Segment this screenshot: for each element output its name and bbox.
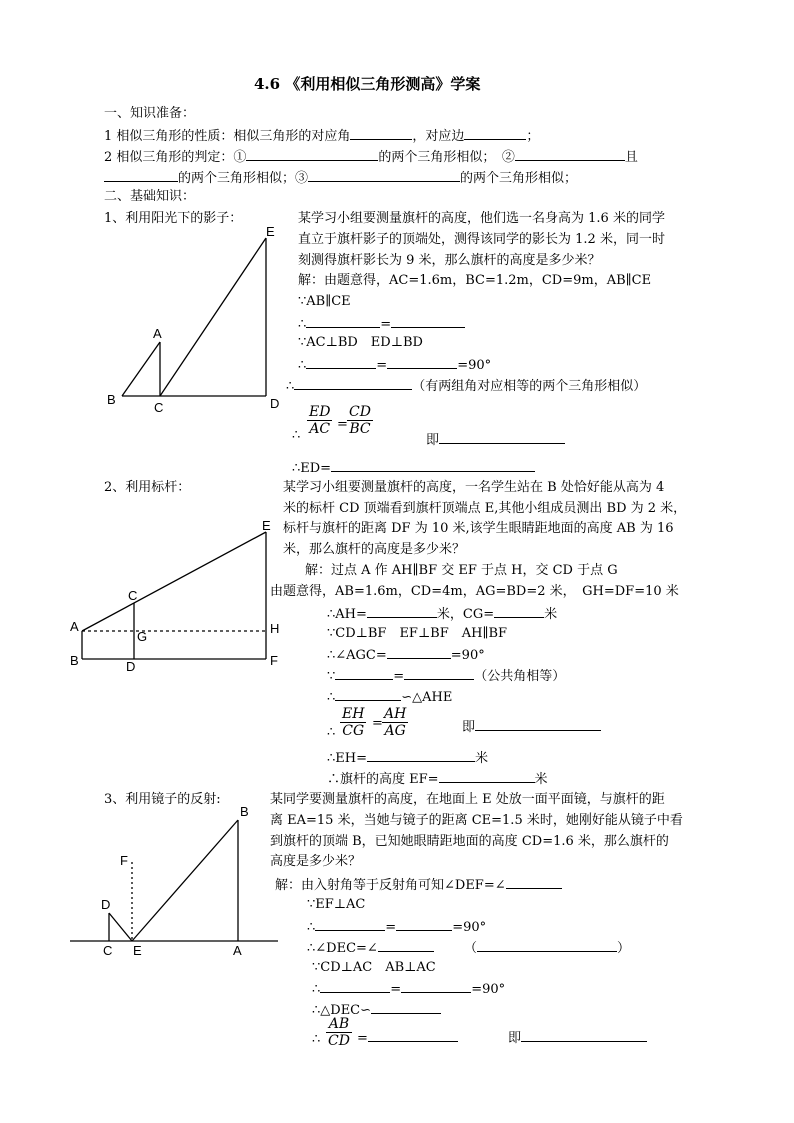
label-e: E [266,224,275,239]
text: = [376,358,388,373]
text: ∽△AHE [401,690,453,705]
p2-solution-1: 解：过点 A 作 AH∥BF 交 EF 于点 H，交 CD 于点 G [305,563,618,578]
section-1-heading: 一、知识准备： [104,106,196,121]
problem-2-text-1: 某学习小组要测量旗杆的高度，一名学生站在 B 处恰好能从高为 4 [283,480,665,495]
denominator: BC [349,421,371,437]
p2-solution-2: 由题意得，AB=1.6m，CD=4m，AG=BD=2 米， GH=DF=10 米 [270,584,679,599]
text: = [390,982,402,997]
label-b: B [240,804,249,819]
label-d: D [126,659,136,674]
label-b: B [107,392,116,407]
problem-3-text-2: 离 EA=15 米，当她与镜子的距离 CE=1.5 米时，她刚好能从镜子中看 [270,813,683,828]
text: ∵ [327,669,336,684]
text: 解：由入射角等于反射角可知∠DEF=∠ [275,878,506,893]
problem-3-text-1: 某同学要测量旗杆的高度，在地面上 E 处放一面平面镜，与旗杆的距 [270,792,665,807]
problem-3-text-3: 到旗杆的顶端 B，已知她眼睛距地面的高度 CD=1.6 米，那么旗杆的 [270,834,669,849]
text: 的两个三角形相似； ② [378,150,515,165]
text: 的两个三角形相似；③ [178,171,309,186]
text: =90° [450,648,485,663]
line-ce [160,238,266,396]
text: ∴ [312,982,321,997]
text: ，对应边 [412,129,465,144]
text: 1 相似三角形的性质：相似三角形的对应角 [104,129,351,144]
text: 米 [544,607,558,622]
p3-solution-2: ∵EF⊥AC [307,897,366,912]
text: 即 [462,720,476,735]
text: 米，CG= [436,607,495,622]
label-c: C [128,588,138,603]
label-e: E [262,518,271,533]
line-eb [132,820,238,941]
line-ba [122,342,160,396]
denominator: CG [342,723,365,739]
text: = [385,920,397,935]
figure-1-shadow [122,238,266,396]
text: ∴∠DEC=∠ [307,941,378,956]
text: =90° [471,982,506,997]
page-title: 4.6 《利用相似三角形测高》学案 [254,75,481,93]
text: = [393,669,405,684]
text: （ [464,941,478,956]
text: ； [526,129,540,144]
numerator: CD [349,404,371,420]
equals: = [372,716,383,731]
denominator: CD [328,1033,350,1049]
figure-3-mirror [70,820,278,941]
text: 的两个三角形相似； [460,171,578,186]
text: 即 [426,433,440,448]
text: =90° [452,920,487,935]
text: = [380,317,392,332]
text: =90° [457,358,492,373]
problem-1-text-3: 刻测得旗杆影长为 9 米，那么旗杆的高度是多少米？ [298,253,601,268]
label-a: A [233,943,242,958]
text: ∴EH= [327,751,367,766]
problem-2-text-3: 标杆与旗杆的距离 DF 为 10 米,该学生眼睛距地面的高度 AB 为 16 [283,521,674,536]
p1-therefore: ∴ [292,428,301,443]
p3-therefore: ∴ [312,1032,321,1047]
line-ae [82,532,266,631]
problem-2-text-4: 米，那么旗杆的高度是多少米？ [283,542,466,557]
label-d: D [270,396,280,411]
text: ） [617,941,631,956]
problem-3-heading: 3、利用镜子的反射: [104,792,221,807]
numerator: EH [342,706,365,722]
text: ∴ [286,379,295,394]
text: ∴ED= [292,461,332,476]
denominator: AG [384,723,406,739]
label-c: C [154,400,164,415]
text: （有两组角对应相等的两个三角形相似） [412,379,647,394]
problem-2-heading: 2、利用标杆： [104,480,191,495]
section-2-heading: 二、基础知识： [104,189,196,204]
text: 米 [475,751,489,766]
text: 且 [624,150,638,165]
text: 2 相似三角形的判定：① [104,150,247,165]
numerator: AH [384,706,407,722]
label-f: F [120,853,128,868]
label-b: B [70,653,79,668]
label-g: G [137,629,148,644]
label-d: D [101,897,111,912]
label-c: C [103,943,113,958]
problem-1-text-1: 某学习小组要测量旗杆的高度，他们选一名身高为 1.6 米的同学 [298,211,665,226]
problem-1-text-2: 直立于旗杆影子的顶端处，测得该同学的影长为 1.2 米，同一时 [298,232,665,247]
text: 米 [534,772,548,787]
p1-solution-4: ∵AC⊥BD ED⊥BD [298,335,423,350]
label-f: F [270,653,278,668]
numerator: ED [309,404,331,420]
p3-solution-5: ∵CD⊥AC AB⊥AC [312,960,436,975]
label-a: A [153,326,162,341]
problem-3-text-4: 高度是多少米？ [270,854,362,869]
text: ∴ [298,317,307,332]
equals: = [337,417,348,432]
text: ∴旗杆的高度 EF= [327,772,439,787]
text: ∴ [307,920,316,935]
text: （公共角相等） [474,669,566,684]
label-h: H [270,621,280,636]
text: ∴△DEC∽ [312,1003,372,1018]
text: ∴ [327,690,336,705]
figure-2-pole [82,532,266,659]
p1-solution-1: 解：由题意得，AC=1.6m，BC=1.2m，CD=9m，AB∥CE [298,273,652,288]
text: ∴AH= [327,607,367,622]
text: = [357,1031,368,1046]
line-de [109,913,132,941]
numerator: AB [326,1016,352,1033]
problem-2-text-2: 米的标杆 CD 顶端看到旗杆顶端点 E,其他小组成员测出 BD 为 2 米， [283,501,687,516]
text: ∴ [298,358,307,373]
p2-solution-4: ∵CD⊥BF EF⊥BF AH∥BF [327,626,508,641]
text: 即 [508,1031,522,1046]
label-a: A [70,619,79,634]
text: ∴∠AGC= [327,648,387,663]
label-e: E [133,943,142,958]
p2-therefore: ∴ [327,725,336,740]
p1-solution-2: ∵AB∥CE [298,294,351,309]
problem-1-heading: 1、利用阳光下的影子： [104,211,243,226]
denominator: AC [309,421,331,437]
